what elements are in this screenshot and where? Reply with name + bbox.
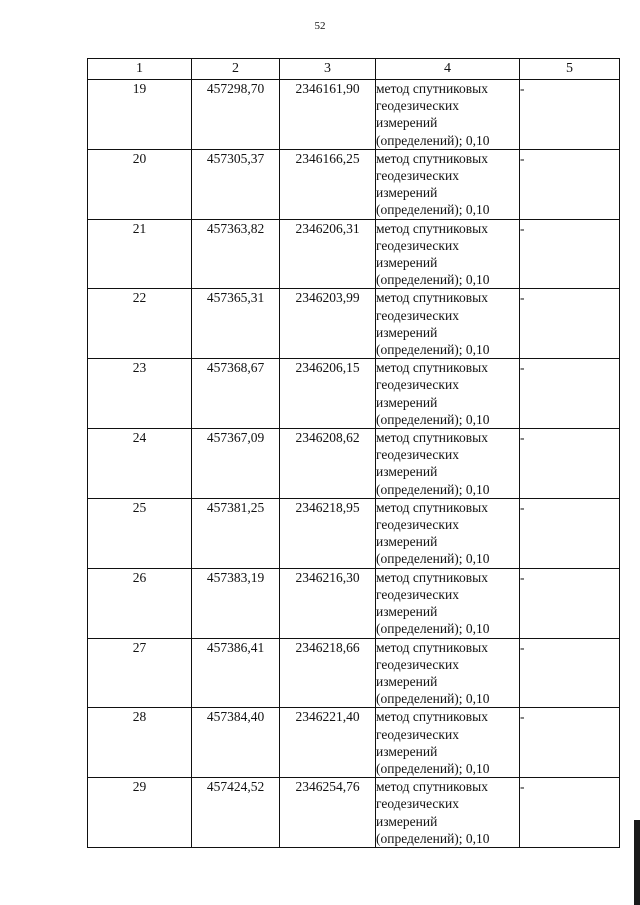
method-accuracy-cell: метод спутниковых геодезических измерений (определений); 0,10 xyxy=(376,778,520,848)
point-number-cell: 27 xyxy=(88,638,192,708)
point-number-cell: 23 xyxy=(88,359,192,429)
x-coordinate-cell: 457383,19 xyxy=(192,568,280,638)
y-coordinate-cell: 2346254,76 xyxy=(280,778,376,848)
table-row xyxy=(88,219,620,289)
point-number-cell: 21 xyxy=(88,219,192,289)
point-number-cell: 26 xyxy=(88,568,192,638)
note-cell: - xyxy=(520,708,620,778)
header-col-3: 3 xyxy=(280,59,376,80)
table-row xyxy=(88,289,620,359)
note-cell: - xyxy=(520,638,620,708)
coordinates-table xyxy=(87,58,620,848)
table-row xyxy=(88,778,620,848)
table-row xyxy=(88,638,620,708)
header-col-4: 4 xyxy=(376,59,520,80)
x-coordinate-cell: 457424,52 xyxy=(192,778,280,848)
note-cell: - xyxy=(520,219,620,289)
method-accuracy-cell: метод спутниковых геодезических измерений (определений); 0,10 xyxy=(376,219,520,289)
note-cell: - xyxy=(520,498,620,568)
x-coordinate-cell: 457368,67 xyxy=(192,359,280,429)
x-coordinate-cell: 457363,82 xyxy=(192,219,280,289)
header-col-2: 2 xyxy=(192,59,280,80)
note-cell: - xyxy=(520,359,620,429)
table-body xyxy=(88,80,620,848)
table-row xyxy=(88,498,620,568)
method-accuracy-cell: метод спутниковых геодезических измерений (определений); 0,10 xyxy=(376,149,520,219)
method-accuracy-cell: метод спутниковых геодезических измерений (определений); 0,10 xyxy=(376,708,520,778)
method-accuracy-cell: метод спутниковых геодезических измерений (определений); 0,10 xyxy=(376,568,520,638)
table-header xyxy=(88,59,620,80)
table-row xyxy=(88,80,620,150)
point-number-cell: 29 xyxy=(88,778,192,848)
table-row xyxy=(88,708,620,778)
page-number: 52 xyxy=(314,20,326,32)
table-row xyxy=(88,429,620,499)
x-coordinate-cell: 457365,31 xyxy=(192,289,280,359)
note-cell: - xyxy=(520,429,620,499)
y-coordinate-cell: 2346218,95 xyxy=(280,498,376,568)
table-row xyxy=(88,359,620,429)
method-accuracy-cell: метод спутниковых геодезических измерений (определений); 0,10 xyxy=(376,289,520,359)
x-coordinate-cell: 457367,09 xyxy=(192,429,280,499)
point-number-cell: 20 xyxy=(88,149,192,219)
method-accuracy-cell: метод спутниковых геодезических измерений (определений); 0,10 xyxy=(376,359,520,429)
x-coordinate-cell: 457386,41 xyxy=(192,638,280,708)
header-col-5: 5 xyxy=(520,59,620,80)
y-coordinate-cell: 2346206,15 xyxy=(280,359,376,429)
point-number-cell: 19 xyxy=(88,80,192,150)
y-coordinate-cell: 2346166,25 xyxy=(280,149,376,219)
note-cell: - xyxy=(520,289,620,359)
note-cell: - xyxy=(520,149,620,219)
x-coordinate-cell: 457298,70 xyxy=(192,80,280,150)
method-accuracy-cell: метод спутниковых геодезических измерений (определений); 0,10 xyxy=(376,80,520,150)
point-number-cell: 28 xyxy=(88,708,192,778)
x-coordinate-cell: 457381,25 xyxy=(192,498,280,568)
y-coordinate-cell: 2346203,99 xyxy=(280,289,376,359)
header-col-1: 1 xyxy=(88,59,192,80)
x-coordinate-cell: 457305,37 xyxy=(192,149,280,219)
note-cell: - xyxy=(520,80,620,150)
y-coordinate-cell: 2346161,90 xyxy=(280,80,376,150)
method-accuracy-cell: метод спутниковых геодезических измерений (определений); 0,10 xyxy=(376,429,520,499)
y-coordinate-cell: 2346221,40 xyxy=(280,708,376,778)
y-coordinate-cell: 2346206,31 xyxy=(280,219,376,289)
point-number-cell: 24 xyxy=(88,429,192,499)
table-row xyxy=(88,568,620,638)
point-number-cell: 25 xyxy=(88,498,192,568)
method-accuracy-cell: метод спутниковых геодезических измерений (определений); 0,10 xyxy=(376,498,520,568)
note-cell: - xyxy=(520,778,620,848)
note-cell: - xyxy=(520,568,620,638)
table-row xyxy=(88,149,620,219)
scan-edge-mark xyxy=(634,820,640,905)
y-coordinate-cell: 2346218,66 xyxy=(280,638,376,708)
x-coordinate-cell: 457384,40 xyxy=(192,708,280,778)
method-accuracy-cell: метод спутниковых геодезических измерений (определений); 0,10 xyxy=(376,638,520,708)
y-coordinate-cell: 2346208,62 xyxy=(280,429,376,499)
y-coordinate-cell: 2346216,30 xyxy=(280,568,376,638)
point-number-cell: 22 xyxy=(88,289,192,359)
